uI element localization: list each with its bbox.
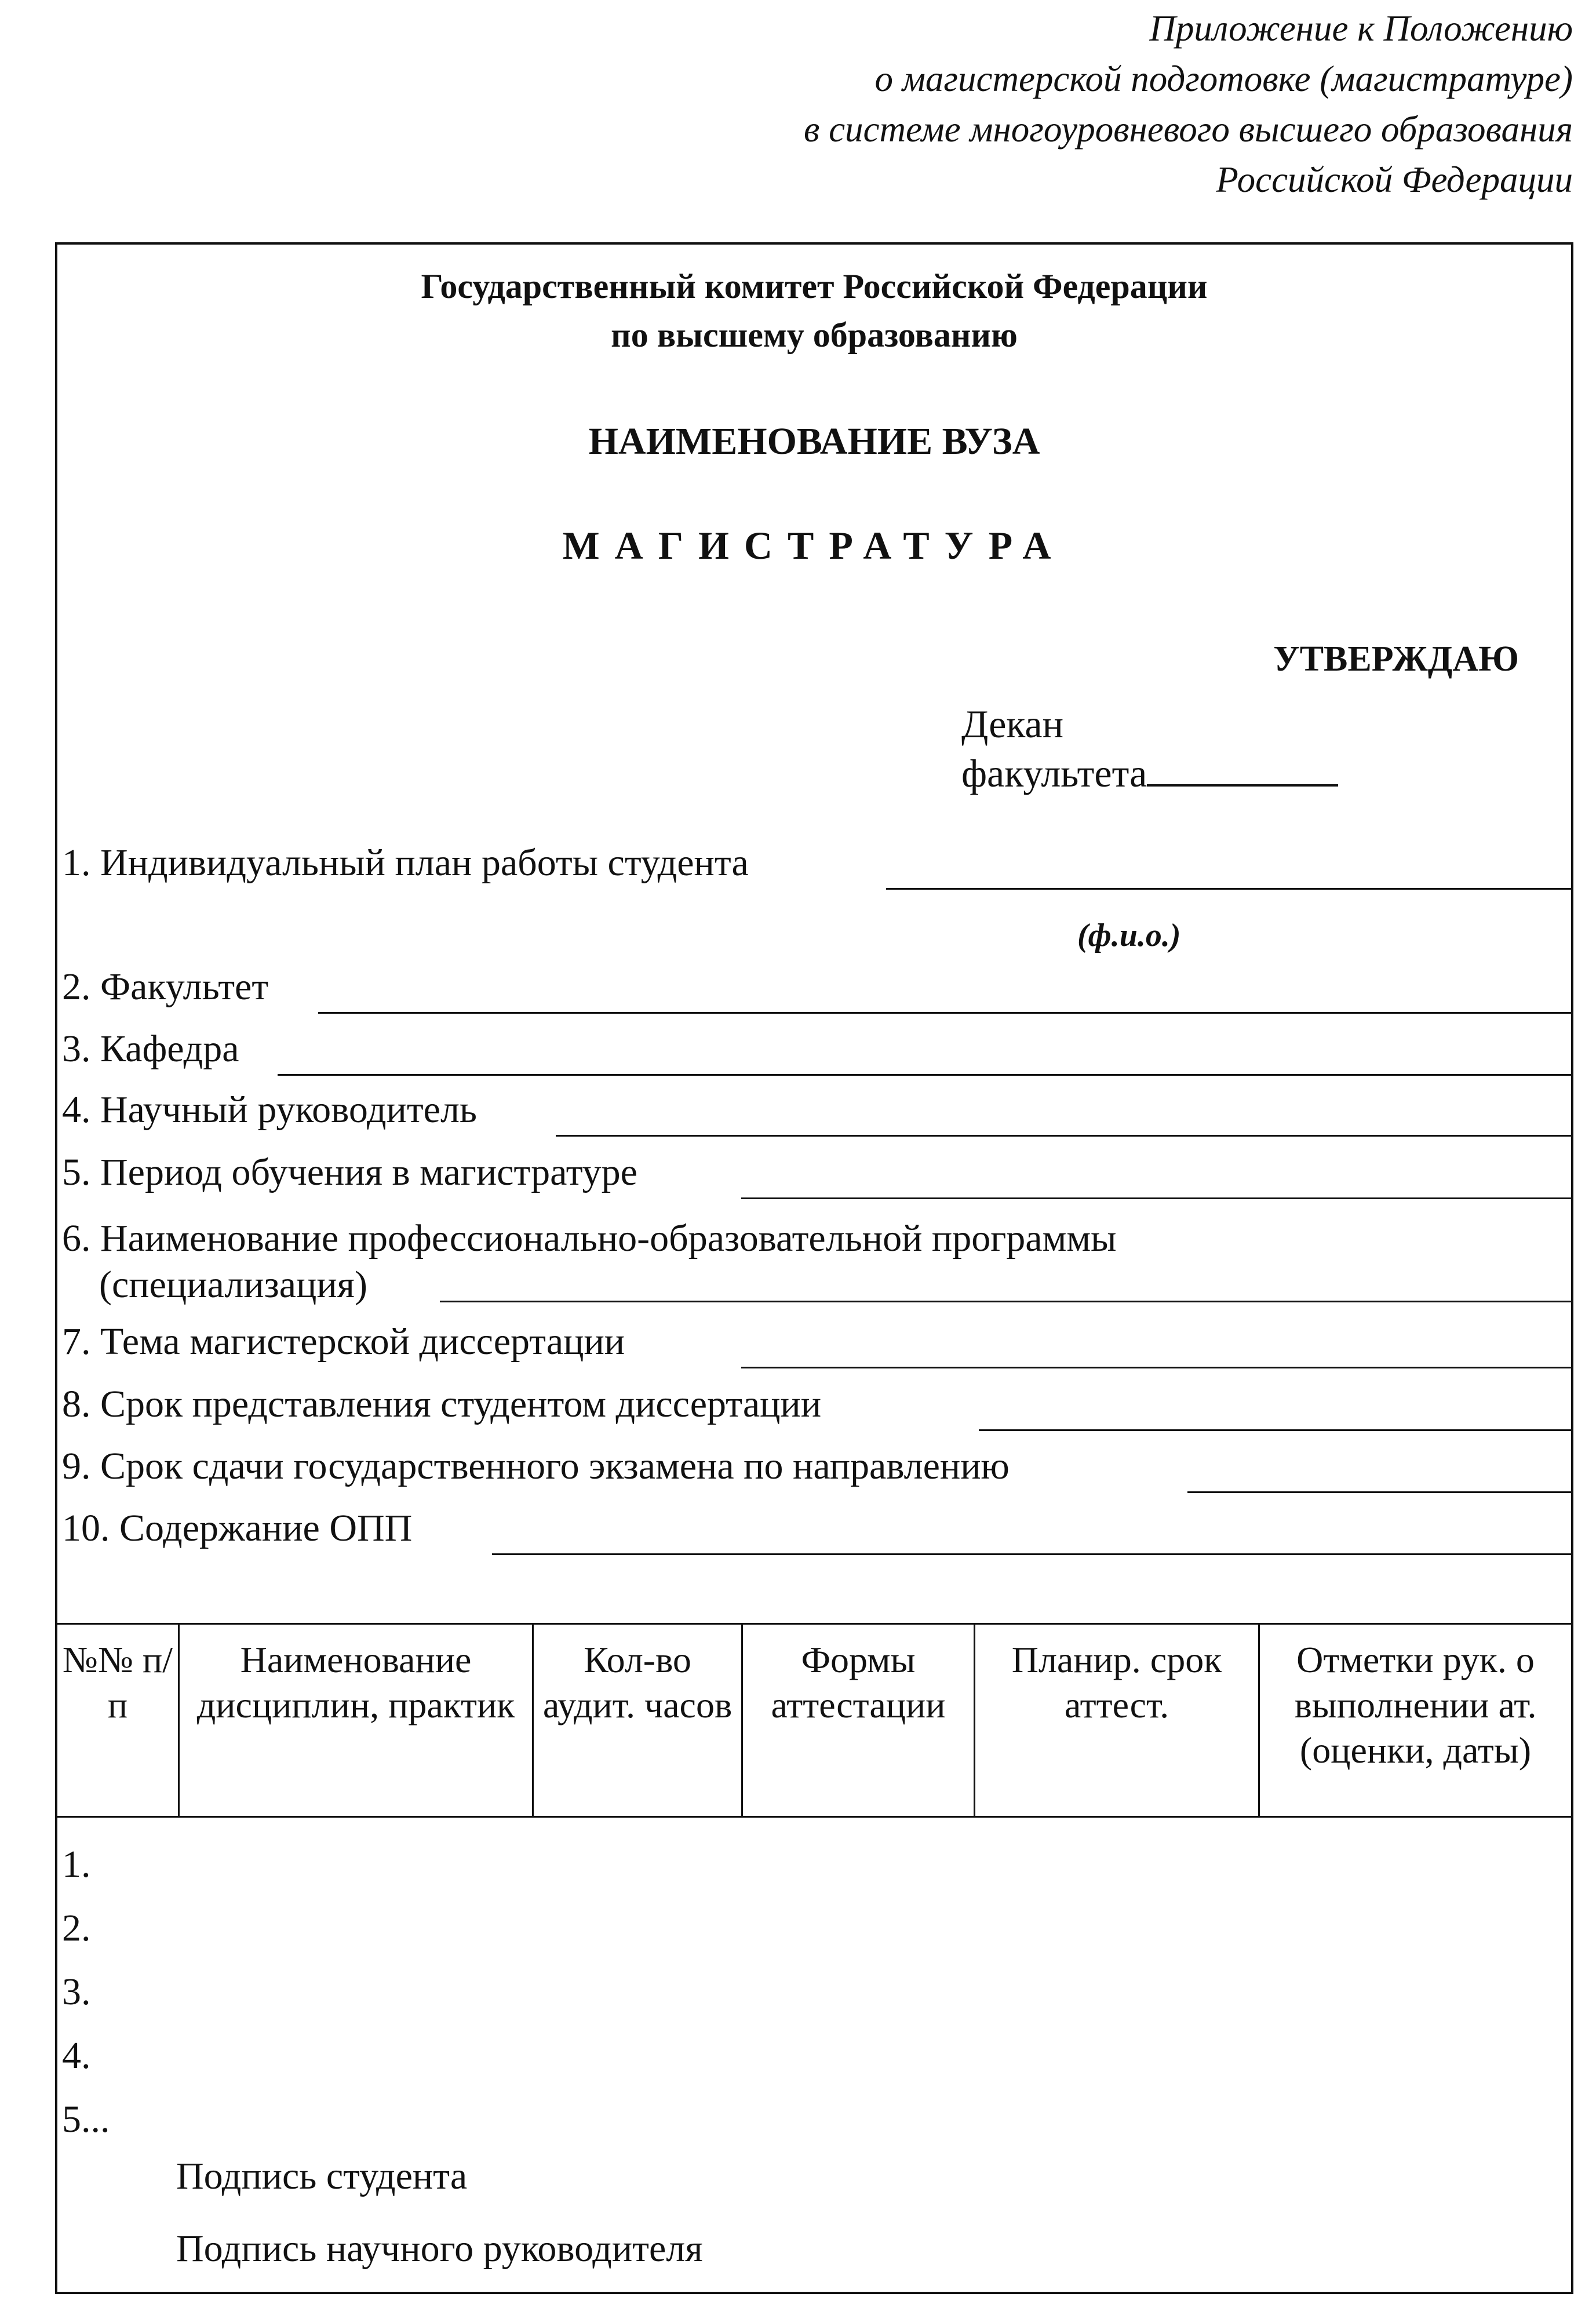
program-title: МАГИСТРАТУРА — [562, 523, 1066, 567]
thesis-deadline-line[interactable] — [979, 1429, 1571, 1431]
thesis-topic-line[interactable] — [741, 1367, 1571, 1368]
plan-table — [57, 1623, 1571, 1818]
field-label: 8. Срок представления студентом диссертации — [62, 1383, 822, 1425]
annex-note — [414, 3, 1573, 205]
field-label: 10. Содержание ОПП — [62, 1507, 413, 1549]
committee-line: Государственный комитет Российской Федерации — [421, 267, 1208, 305]
field-student-plan — [57, 838, 1571, 888]
faculty-line[interactable] — [318, 1012, 1571, 1014]
column-header: Формы аттестации — [742, 1624, 975, 1817]
approve-label: УТВЕРЖДАЮ — [1273, 639, 1519, 679]
field-thesis-topic — [57, 1317, 1571, 1367]
supervisor-line[interactable] — [556, 1135, 1571, 1137]
annex-line: в системе многоуровневого высшего образования — [803, 109, 1573, 150]
committee-heading — [57, 262, 1571, 359]
table-header-row — [57, 1624, 1571, 1817]
program-name-line[interactable] — [440, 1301, 1571, 1302]
field-study-period — [57, 1148, 1571, 1197]
dean-label: Декан — [961, 702, 1063, 746]
field-faculty — [57, 962, 1571, 1012]
study-period-line[interactable] — [741, 1197, 1571, 1199]
plan-form — [55, 242, 1573, 2294]
field-label-cont: (специализация) — [99, 1264, 367, 1306]
faculty-label: факультета — [961, 751, 1147, 795]
student-name-line[interactable] — [886, 888, 1571, 890]
table-row: 3. — [62, 1971, 91, 2013]
field-thesis-deadline — [57, 1379, 1571, 1429]
fio-hint: (ф.и.о.) — [1077, 918, 1181, 953]
field-label: 7. Тема магистерской диссертации — [62, 1320, 625, 1363]
field-supervisor — [57, 1085, 1571, 1135]
column-header: Кол-во аудит. часов — [533, 1624, 742, 1817]
field-label: 1. Индивидуальный план работы студента — [62, 842, 749, 884]
field-label: 3. Кафедра — [62, 1028, 239, 1070]
field-label: 2. Факультет — [62, 966, 269, 1008]
university-name: НАИМЕНОВАНИЕ ВУЗА — [588, 420, 1040, 463]
student-signature: Подпись студента — [176, 2155, 468, 2197]
exam-deadline-line[interactable] — [1187, 1491, 1571, 1493]
table-row: 5... — [62, 2098, 110, 2140]
committee-line: по высшему образованию — [611, 316, 1018, 354]
table-row: 2. — [62, 1907, 91, 1949]
table-row: 1. — [62, 1843, 91, 1885]
column-header: Отметки рук. о выполнении ат. (оценки, даты) — [1259, 1624, 1572, 1817]
column-header: Наименование дисциплин, практик — [179, 1624, 533, 1817]
field-label: 9. Срок сдачи государственного экзамена по направлению — [62, 1445, 1010, 1487]
opp-content-line[interactable] — [492, 1553, 1571, 1555]
annex-line: Российской Федерации — [1216, 159, 1573, 200]
field-label: 5. Период обучения в магистратуре — [62, 1151, 637, 1193]
field-opp-content — [57, 1504, 1571, 1553]
annex-line: о магистерской подготовке (магистратуре) — [874, 59, 1573, 99]
field-label: 4. Научный руководитель — [62, 1089, 478, 1131]
field-program-name — [57, 1215, 1571, 1308]
dean-signature-field[interactable] — [1147, 751, 1338, 787]
column-header: Планир. срок аттест. — [975, 1624, 1259, 1817]
department-line[interactable] — [278, 1074, 1571, 1076]
dean-block — [961, 700, 1338, 798]
table-row: 4. — [62, 2034, 91, 2077]
row-numbers — [62, 1833, 110, 2152]
annex-line: Приложение к Положению — [1149, 8, 1573, 49]
field-exam-deadline — [57, 1441, 1571, 1491]
supervisor-signature: Подпись научного руководителя — [176, 2227, 703, 2270]
column-header: №№ п/п — [57, 1624, 179, 1817]
field-department — [57, 1024, 1571, 1074]
field-label: 6. Наименование профессионально-образовательной программы — [62, 1217, 1117, 1259]
